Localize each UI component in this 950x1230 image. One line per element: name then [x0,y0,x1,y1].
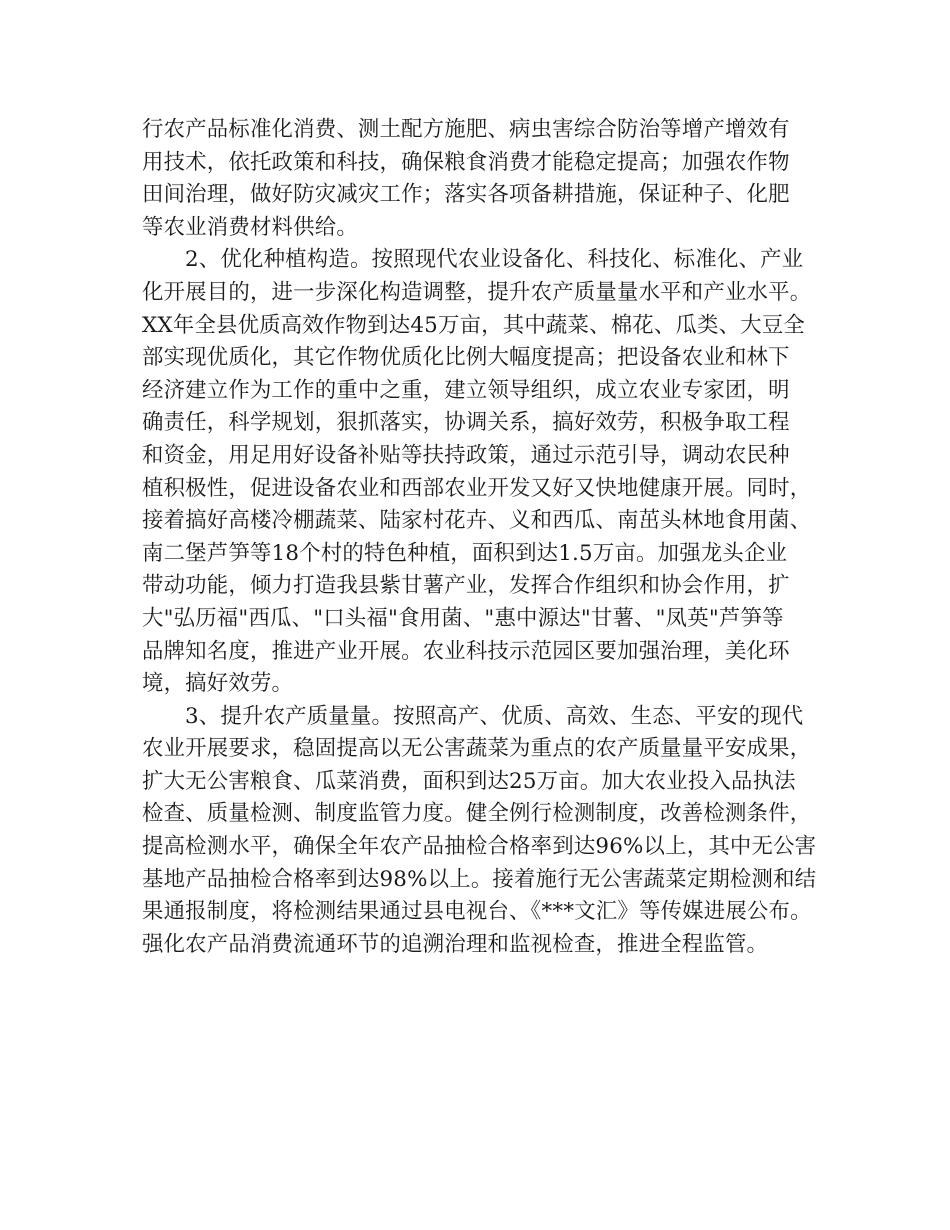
text-line: 经济建立作为工作的重中之重，建立领导组织，成立农业专家团，明 [142,377,790,403]
text-line: 接着搞好高楼冷棚蔬菜、陆家村花卉、义和西瓜、南茁头林地食用菌、 [142,508,812,534]
text-line: 检查、质量检测、制度监管力度。健全例行检测制度，改善检测条件， [142,801,812,827]
text-line: 品牌知名度，推进产业开展。农业科技示范园区要加强治理，美化环 [142,638,790,664]
text-line: 扩大无公害粮食、瓜菜消费，面积到达25万亩。加大农业投入品执法 [142,768,796,794]
text-line: 部实现优质化，其它作物优质化比例大幅度提高；把设备农业和林下 [142,345,790,371]
document-body [142,114,826,961]
text-line: 确责任，科学规划，狠抓落实，协调关系，搞好效劳，积极争取工程 [142,410,790,436]
text-line: 提高检测水平，确保全年农产品抽检合格率到达96%以上，其中无公害 [142,834,817,860]
text-line: 化开展目的，进一步深化构造调整，提升农产质量量水平和产业水平。 [142,279,812,305]
text-line: 农业开展要求，稳固提高以无公害蔬菜为重点的农产质量量平安成果， [142,736,812,762]
text-line: 植积极性，促进设备农业和西部农业开发又好又快地健康开展。同时， [142,475,812,501]
text-line: 果通报制度，将检测结果通过县电视台、《***文汇》等传媒进展公布。 [142,899,812,925]
paragraph-continuation [142,114,826,244]
text-line: 田间治理，做好防灾减灾工作；落实各项备耕措施，保证种子、化肥 [142,182,790,208]
text-line: 用技术，依托政策和科技，确保粮食消费才能稳定提高；加强农作物 [142,149,790,175]
text-line: XX年全县优质高效作物到达45万亩，其中蔬菜、棉花、瓜类、大豆全 [142,312,806,338]
paragraph-3-improve-quality [142,701,826,962]
text-line: 南二堡芦笋等18个村的特色种植，面积到达1.5万亩。加强龙头企业 [142,540,788,566]
text-line: 行农产品标准化消费、测土配方施肥、病虫害综合防治等增产增效有 [142,117,790,142]
paragraph-2-optimize-planting [142,244,826,700]
text-line: 和资金，用足用好设备补贴等扶持政策，通过示范引导，调动农民种 [142,442,790,468]
text-line: 带动功能，倾力打造我县紫甘薯产业，发挥合作组织和协会作用，扩 [142,573,790,599]
text-line: 3、提升农产质量量。按照高产、优质、高效、生态、平安的现代 [185,703,804,729]
text-line: 境，搞好效劳。 [142,671,294,697]
text-line: 等农业消费材料供给。 [142,214,358,240]
text-line: 强化农产品消费流通环节的追溯治理和监视检查，推进全程监管。 [142,931,769,957]
text-line: 2、优化种植构造。按照现代农业设备化、科技化、标准化、产业 [185,247,804,273]
text-line: 基地产品抽检合格率到达98%以上。接着施行无公害蔬菜定期检测和结 [142,866,817,892]
text-line: 大"弘历福"西瓜、"口头福"食用菌、"惠中源达"甘薯、"凤英"芦笋等 [142,605,784,631]
